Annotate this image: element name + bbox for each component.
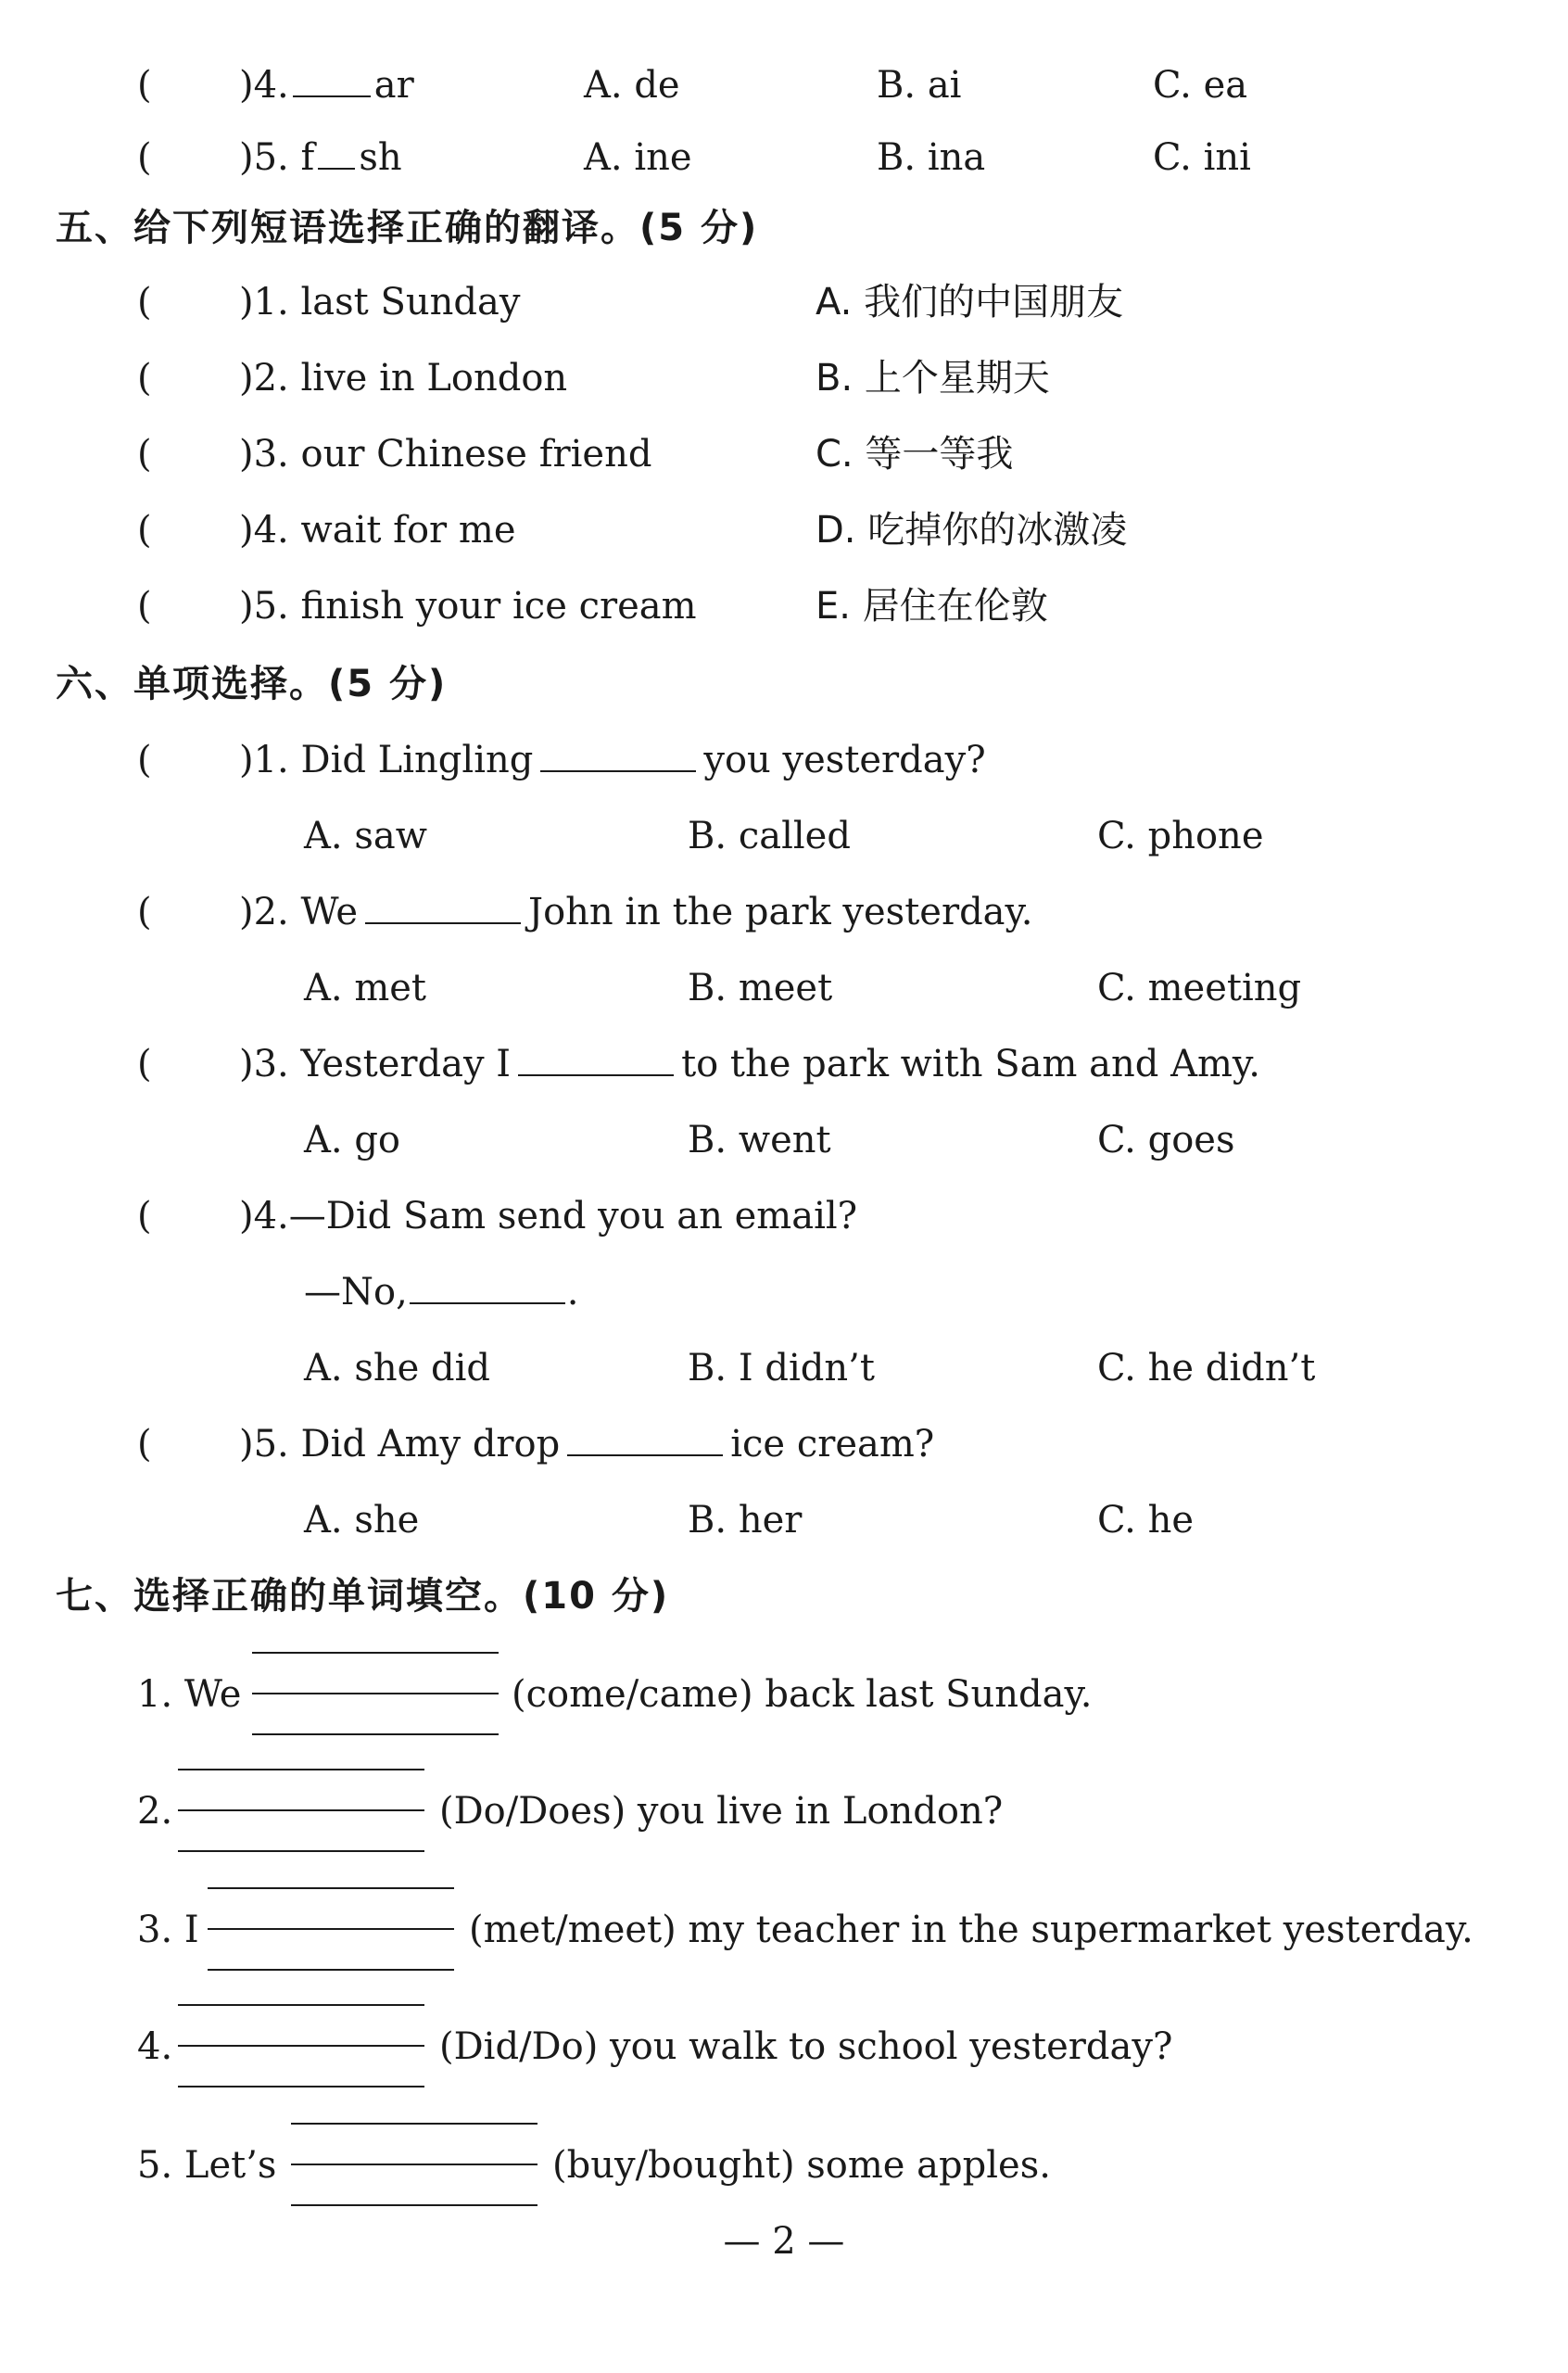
item-prefix: 3. I (137, 1909, 199, 1951)
section6-title: 六、单项选择。(5 分) (56, 663, 448, 705)
option-b: B. called (688, 815, 851, 857)
item-text: (buy/bought) some apples. (552, 2144, 1051, 2187)
option-a: A. met (304, 967, 426, 1009)
question-text: )3. Yesterday I to the park with Sam and Amy. (239, 1043, 1260, 1085)
item-prefix: 1. We (137, 1673, 242, 1716)
question-text: )5. f sh (239, 136, 402, 179)
translation-option: B. 上个星期天 (816, 357, 1050, 400)
option-a: A. she (304, 1499, 420, 1542)
page-number: — 2 — (723, 2220, 845, 2263)
question-text: )2. live in London (239, 357, 568, 400)
answer-paren[interactable]: ( (137, 136, 152, 179)
option-c: C. he (1097, 1499, 1195, 1542)
question-text: )1. last Sunday (239, 281, 521, 324)
option-b: B. I didn’t (688, 1347, 875, 1390)
question-text: )4. wait for me (239, 509, 516, 552)
answer-blank[interactable] (293, 66, 371, 97)
answer-paren[interactable]: ( (137, 509, 152, 552)
option-b: B. went (688, 1119, 831, 1161)
question-text: )4. ar (239, 64, 414, 107)
answer-blank[interactable] (365, 893, 521, 924)
item-text: (come/came) back last Sunday. (512, 1673, 1093, 1716)
answer-paren[interactable]: ( (137, 64, 152, 107)
option-c: C. goes (1097, 1119, 1235, 1161)
item-text: (Do/Does) you live in London? (439, 1790, 1004, 1833)
translation-option: A. 我们的中国朋友 (816, 281, 1124, 324)
question-text: )3. our Chinese friend (239, 433, 652, 476)
answer-blank[interactable] (318, 138, 355, 170)
answer-paren[interactable]: ( (137, 891, 152, 933)
answer-blank[interactable] (540, 741, 696, 772)
four-line-blank[interactable] (252, 1652, 499, 1737)
answer-blank[interactable] (410, 1273, 565, 1304)
item-prefix: 4. (137, 2025, 173, 2068)
answer-paren[interactable]: ( (137, 433, 152, 476)
answer-paren[interactable]: ( (137, 739, 152, 781)
answer-paren[interactable]: ( (137, 1423, 152, 1466)
answer-blank[interactable] (518, 1045, 674, 1076)
answer-paren[interactable]: ( (137, 585, 152, 628)
option-a: A. ine (584, 136, 692, 179)
item-prefix: 5. Let’s (137, 2144, 277, 2187)
four-line-blank[interactable] (291, 2123, 537, 2208)
item-text: (met/meet) my teacher in the supermarket yesterday. (469, 1909, 1473, 1951)
option-a: A. go (304, 1119, 401, 1161)
option-a: A. de (584, 64, 680, 107)
question-text: )5. Did Amy drop ice cream? (239, 1423, 935, 1466)
translation-option: E. 居住在伦敦 (816, 585, 1048, 628)
translation-option: C. 等一等我 (816, 433, 1014, 476)
question-text: )5. finish your ice cream (239, 585, 697, 628)
item-prefix: 2. (137, 1790, 173, 1833)
question-text: )1. Did Lingling you yesterday? (239, 739, 986, 781)
answer-paren[interactable]: ( (137, 1043, 152, 1085)
translation-option: D. 吃掉你的冰激凌 (816, 509, 1128, 552)
question-text: )2. We John in the park yesterday. (239, 891, 1033, 933)
answer-paren[interactable]: ( (137, 357, 152, 400)
option-c: C. ini (1153, 136, 1251, 179)
answer-paren[interactable]: ( (137, 1195, 152, 1237)
question-reply: —No, . (304, 1271, 579, 1313)
option-b: B. meet (688, 967, 833, 1009)
option-b: B. ai (877, 64, 962, 107)
option-c: C. he didn’t (1097, 1347, 1316, 1390)
answer-blank[interactable] (567, 1425, 723, 1456)
section5-title: 五、给下列短语选择正确的翻译。(5 分) (56, 207, 759, 249)
section7-title: 七、选择正确的单词填空。(10 分) (56, 1575, 670, 1618)
four-line-blank[interactable] (208, 1887, 454, 1973)
answer-paren[interactable]: ( (137, 281, 152, 324)
option-b: B. her (688, 1499, 803, 1542)
option-a: A. saw (304, 815, 427, 857)
four-line-blank[interactable] (178, 1769, 424, 1854)
option-c: C. ea (1153, 64, 1248, 107)
option-a: A. she did (304, 1347, 490, 1390)
option-c: C. phone (1097, 815, 1264, 857)
item-text: (Did/Do) you walk to school yesterday? (439, 2025, 1173, 2068)
four-line-blank[interactable] (178, 2004, 424, 2089)
question-text: )4.—Did Sam send you an email? (239, 1195, 858, 1237)
option-c: C. meeting (1097, 967, 1302, 1009)
option-b: B. ina (877, 136, 986, 179)
